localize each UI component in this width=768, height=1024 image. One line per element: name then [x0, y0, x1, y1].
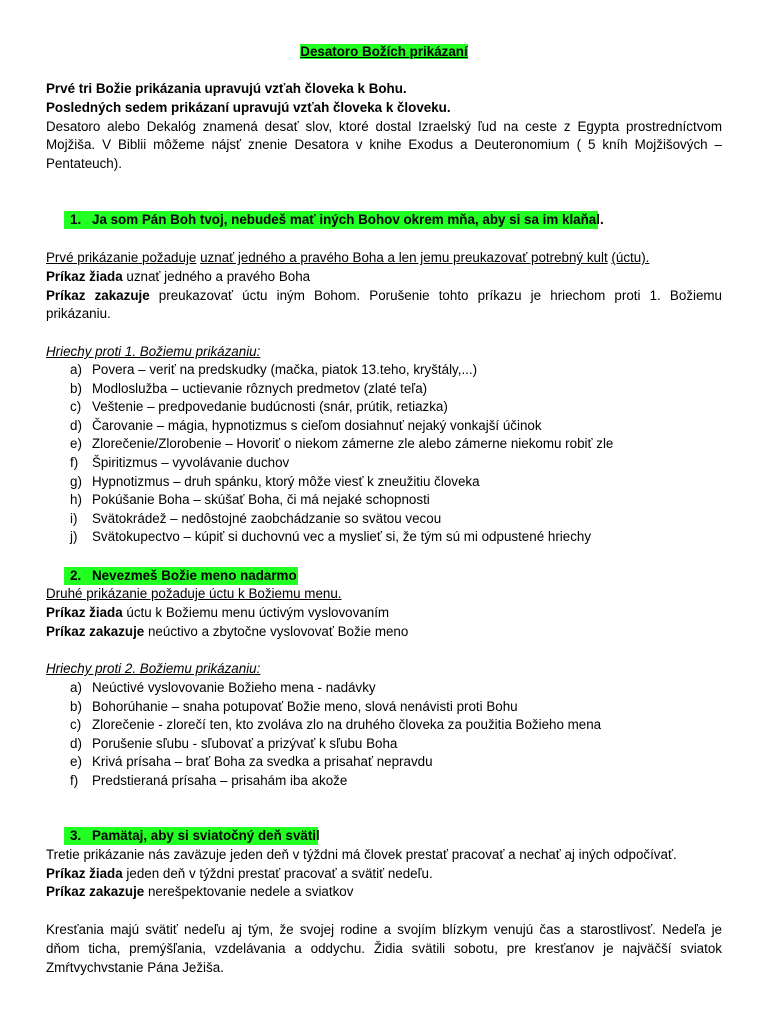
commandment-3-paragraph-line-3: Zmŕtvychvstanie Pána Ježiša.: [46, 960, 224, 975]
commandment-3-paragraph-line-1: Kresťania majú svätiť nedeľu aj tým, že svojej rodine a svojím blízkym venujú čas a starostlivosť. Nedeľa je: [46, 922, 722, 937]
commandment-2-title: Nevezmeš Božie meno nadarmo: [92, 568, 297, 583]
list-marker: h): [70, 492, 82, 508]
list-marker: i): [70, 510, 78, 526]
list-item-text: Zlorečenie/Zlorobenie – Hovoriť o niekom zámerne zle alebo zámerne niekomu robiť zle: [92, 436, 614, 452]
list-marker: f): [70, 455, 79, 470]
commandment-1-forbids-cont: prikázaniu.: [46, 306, 111, 321]
intro-text-line-2: Mojžiša. V Biblii môžeme nájsť znenie Desatora v knihe Exodus a Deuteronomium ( 5 kníh Mojžišových –: [46, 137, 722, 152]
list-marker: g): [70, 473, 82, 489]
intro-bold-line-1: Prvé tri Božie prikázania upravujú vzťah človeka k Bohu.: [46, 81, 407, 96]
list-marker: e): [70, 436, 82, 452]
list-item-text: Veštenie – predpovedanie budúcnosti (snár, prútik, retiazka): [92, 399, 448, 415]
document-title-line: [46, 43, 722, 61]
demands-label: Príkaz žiada: [46, 605, 123, 620]
commandment-1-title: Ja som Pán Boh tvoj, nebudeš mať iných Bohov okrem mňa, aby si sa im klaňal.: [92, 212, 604, 227]
req-part-f: (úctu).: [611, 250, 650, 265]
commandment-3-number: 3.: [70, 828, 82, 843]
list-marker: c): [70, 399, 82, 415]
list-item-text: Zlorečenie - zlorečí ten, kto zvoláva zlo na druhého človeka za použitia Božieho mena: [92, 717, 602, 733]
commandment-2-sins-title: Hriechy proti 2. Božiemu prikázaniu:: [46, 661, 261, 676]
commandment-1-sins-title: Hriechy proti 1. Božiemu prikázaniu:: [46, 344, 261, 359]
req-part-d: uznať jedného a pravého Boha a len jemu preukazovať potrebný kult: [200, 250, 608, 265]
commandment-3-title: Pamätaj, aby si sviatočný deň svätil: [92, 828, 320, 843]
list-marker: a): [70, 362, 82, 377]
commandment-2-requirement: Druhé prikázanie požaduje úctu k Božiemu menu.: [46, 586, 342, 601]
list-item-text: Špiritizmus – vyvolávanie duchov: [92, 455, 290, 470]
forbids-label: Príkaz zakazuje: [46, 288, 150, 303]
list-item-text: Čarovanie – mágia, hypnotizmus s cieľom dosiahnuť nejaký vonkajší účinok: [92, 417, 542, 433]
list-item-text: Pokúšanie Boha – skúšať Boha, či má nejaké schopnosti: [92, 492, 430, 508]
commandment-3-requirement: Tretie prikázanie nás zaväzuje jeden deň v týždni má človek prestať pracovať a nechať aj iných odpočívať.: [46, 847, 677, 862]
forbids-text: preukazovať úctu iným Bohom. Porušenie tohto príkazu je hriechom proti 1. Božiemu: [149, 288, 722, 303]
commandment-2-demands: [46, 604, 722, 622]
list-item-text: Krivá prísaha – brať Boha za svedka a prisahať nepravdu: [92, 754, 433, 770]
list-marker: j): [70, 529, 78, 545]
list-item-text: Modloslužba – uctievanie rôznych predmetov (zlaté teľa): [92, 380, 428, 396]
list-marker: a): [70, 680, 82, 695]
list-marker: e): [70, 754, 82, 770]
commandment-2-forbids: [46, 623, 722, 641]
demands-text: jeden deň v týždni prestať pracovať a svätiť nedeľu.: [122, 866, 433, 881]
commandment-3-demands: [46, 865, 722, 883]
list-item-text: Neúctivé vyslovovanie Božieho mena - nadávky: [92, 680, 376, 695]
list-marker: d): [70, 735, 82, 751]
commandment-2-number: 2.: [70, 568, 82, 583]
commandment-3-forbids: [46, 883, 722, 901]
list-marker: f): [70, 773, 79, 788]
req-part-b: požaduje: [142, 250, 197, 265]
list-marker: b): [70, 380, 82, 396]
forbids-text: nerešpektovanie nedele a sviatkov: [144, 884, 354, 899]
list-item-text: Svätokrádež – nedôstojné zaobchádzanie so svätou vecou: [92, 510, 442, 526]
document-title: Desatoro Božích prikázaní: [300, 44, 468, 59]
list-item-text: Bohorúhanie – snaha potupovať Božie meno, slová nenávisti proti Bohu: [92, 698, 518, 714]
list-item-text: Svätokupectvo – kúpiť si duchovnú vec a myslieť si, že tým sú mi odpustené hriechy: [92, 529, 592, 545]
list-item-text: Hypnotizmus – druh spánku, ktorý môže viesť k zneužitiu človeka: [92, 473, 480, 489]
demands-label: Príkaz žiada: [46, 866, 123, 881]
list-marker: c): [70, 717, 82, 733]
commandment-1-number: 1.: [70, 212, 82, 227]
intro-text-line-3: Pentateuch).: [46, 156, 122, 171]
forbids-label: Príkaz zakazuje: [46, 884, 145, 899]
commandment-1-forbids: [46, 287, 722, 305]
demands-text: uznať jedného a pravého Boha: [122, 269, 311, 284]
forbids-text: neúctivo a zbytočne vyslovovať Božie meno: [144, 624, 409, 639]
list-marker: d): [70, 417, 82, 433]
intro-text-line-1: Desatoro alebo Dekalóg znamená desať slov, ktoré dostal Izraelský ľud na ceste z Egypta prostredníctvom: [46, 119, 722, 134]
list-marker: b): [70, 698, 82, 714]
intro-bold-line-2: Posledných sedem prikázaní upravujú vzťah človeka k človeku.: [46, 100, 451, 115]
list-item-text: Predstieraná prísaha – prisahám iba akože: [92, 773, 348, 788]
forbids-label: Príkaz zakazuje: [46, 624, 145, 639]
demands-text: úctu k Božiemu menu úctivým vyslovovaním: [122, 605, 390, 620]
req-part-a: Prvé prikázanie: [46, 250, 143, 265]
list-item-text: Povera – veriť na predskudky (mačka, piatok 13.teho, kryštály,...): [92, 362, 478, 377]
commandment-3-paragraph-line-2: dňom ticha, premýšľania, vzdelávania a oddychu. Židia svätili sobotu, pre kresťanov je najväčší sviatok: [46, 941, 722, 956]
commandment-1-requirement: [46, 249, 722, 267]
demands-label: Príkaz žiada: [46, 269, 123, 284]
list-item-text: Porušenie sľubu - sľubovať a prizývať k sľubu Boha: [92, 735, 398, 751]
commandment-1-demands: [46, 268, 722, 286]
